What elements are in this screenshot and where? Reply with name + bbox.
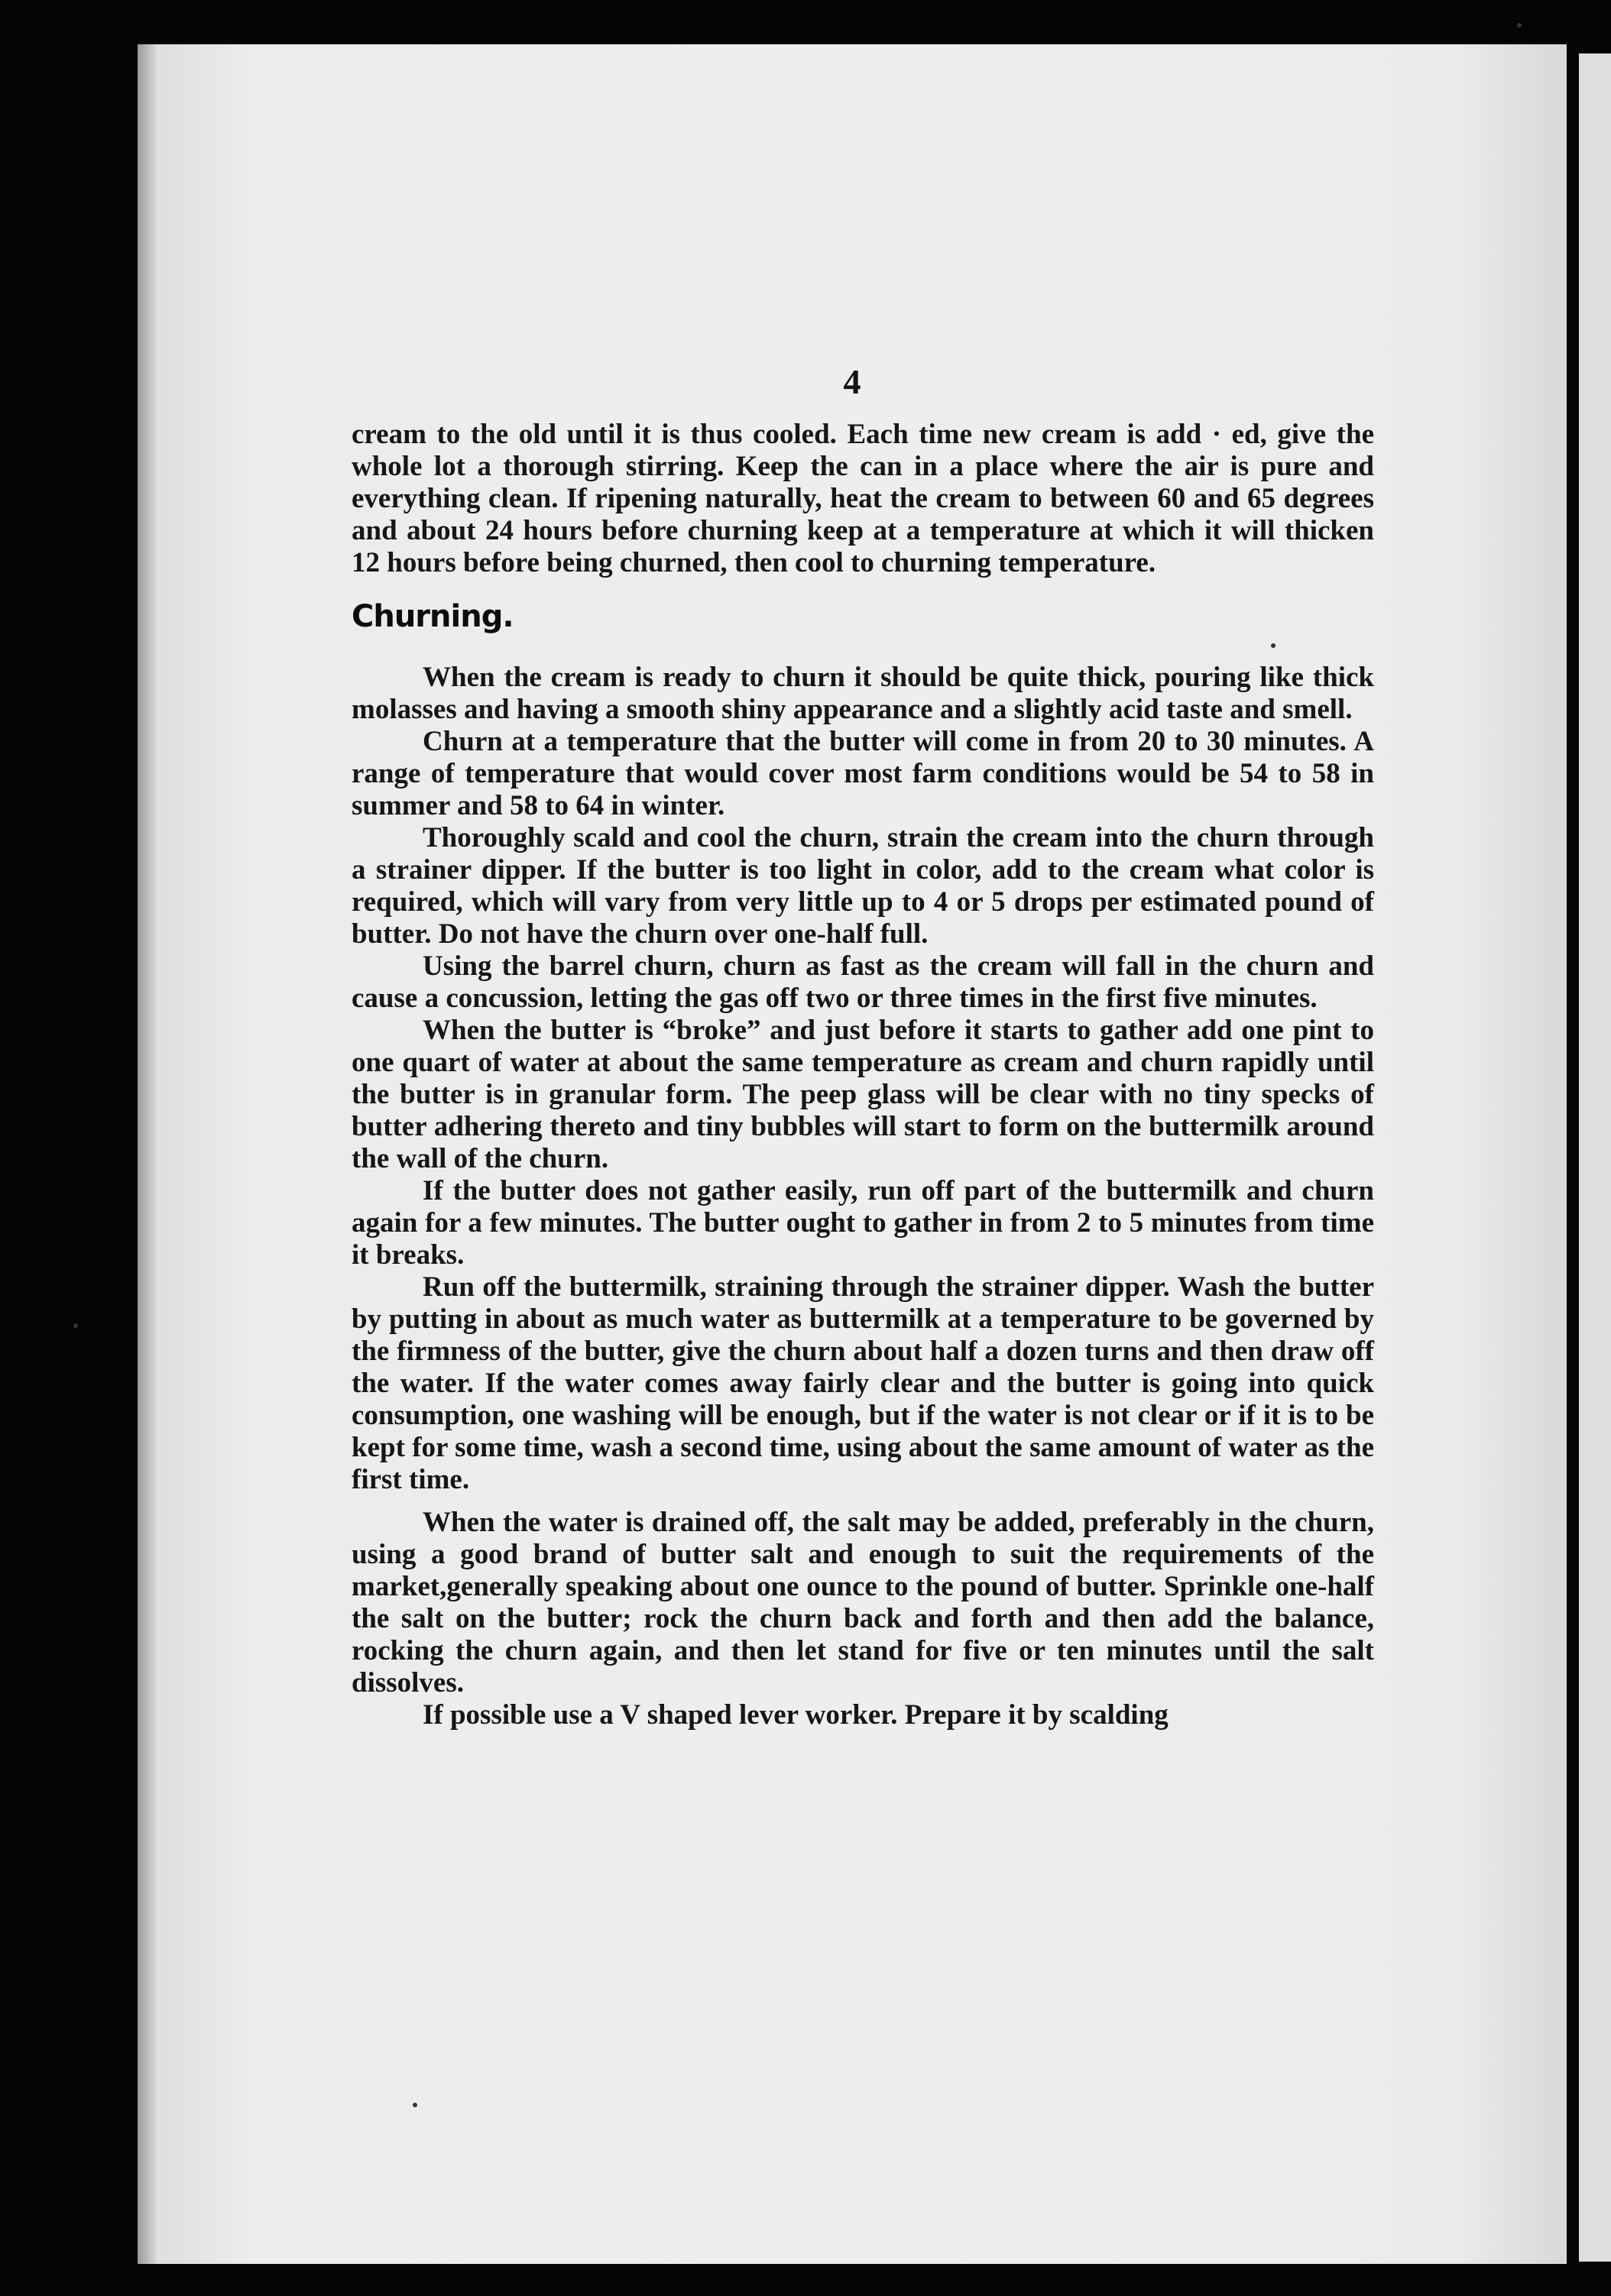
adjacent-page-edge [1579, 53, 1611, 2262]
paragraph: If possible use a V shaped lever worker. Prepare it by scalding [423, 1699, 1169, 1731]
paragraph: When the cream is ready to churn it should be quite thick, pouring like thick molasses and having a smooth shiny appearance and a slightly acid taste and smell. [352, 662, 1374, 725]
scan-speck [73, 1323, 78, 1328]
scan-speck [413, 2103, 417, 2107]
scan-speck [1517, 23, 1522, 28]
paragraph: Thoroughly scald and cool the churn, strain the cream into the churn through a strainer dipper. If the butter is too light in color, add to the cream what color is required, which will vary from very little up to 4 or 5 drops per estimated pound of butter. Do not have the churn over one-half full. [352, 822, 1374, 950]
paragraph-intro: cream to the old until it is thus cooled. Each time new cream is add · ed, give the whole lot a thorough stirring. Keep the can in a place where the air is pure and everything clean. If ripening naturally, heat the cream to between 60 and 65 degrees and about 24 hours before churning keep at a temperature at which it will thicken 12 hours before being churned, then cool to churning temperature. [352, 419, 1374, 578]
page-body-text [352, 419, 1374, 1731]
paragraph: Churn at a temperature that the butter will come in from 20 to 30 minutes. A range of temperature that would cover most farm conditions would be 54 to 58 in summer and 58 to 64 in winter. [352, 726, 1374, 821]
paragraph: When the butter is “broke” and just before it starts to gather add one pint to one quart of water at about the same temperature as cream and churn rapidly until the butter is in granular form. The peep glass will be clear with no tiny specks of butter adhering thereto and tiny bubbles will start to form on the buttermilk around the wall of the churn. [352, 1015, 1374, 1174]
scan-speck [1271, 643, 1276, 648]
paragraph: Using the barrel churn, churn as fast as the cream will fall in the churn and cause a concussion, letting the gas off two or three times in the first five minutes. [352, 950, 1374, 1014]
paragraph: Run off the buttermilk, straining through the strainer dipper. Wash the butter by putting in about as much water as buttermilk at a temperature to be governed by the firmness of the butter, give the churn about half a dozen turns and then draw off the water. If the water comes away fairly clear and the butter is going into quick consumption, one washing will be enough, but if the water is not clear or if it is to be kept for some time, wash a second time, using about the same amount of water as the first time. [352, 1271, 1374, 1495]
section-heading: Churning. [352, 599, 514, 634]
paragraph: If the butter does not gather easily, run off part of the buttermilk and churn again for a few minutes. The butter ought to gather in from 2 to 5 minutes from time it breaks. [352, 1175, 1374, 1271]
paragraph: When the water is drained off, the salt may be added, preferably in the churn, using a good brand of butter salt and enough to suit the requirements of the market,generally speaking about one ounce to the pound of butter. Sprinkle one-half the salt on the butter; rock the churn back and forth and then add the balance, rocking the churn again, and then let stand for five or ten minutes until the salt dissolves. [352, 1507, 1374, 1699]
page-number: 4 [843, 362, 861, 401]
